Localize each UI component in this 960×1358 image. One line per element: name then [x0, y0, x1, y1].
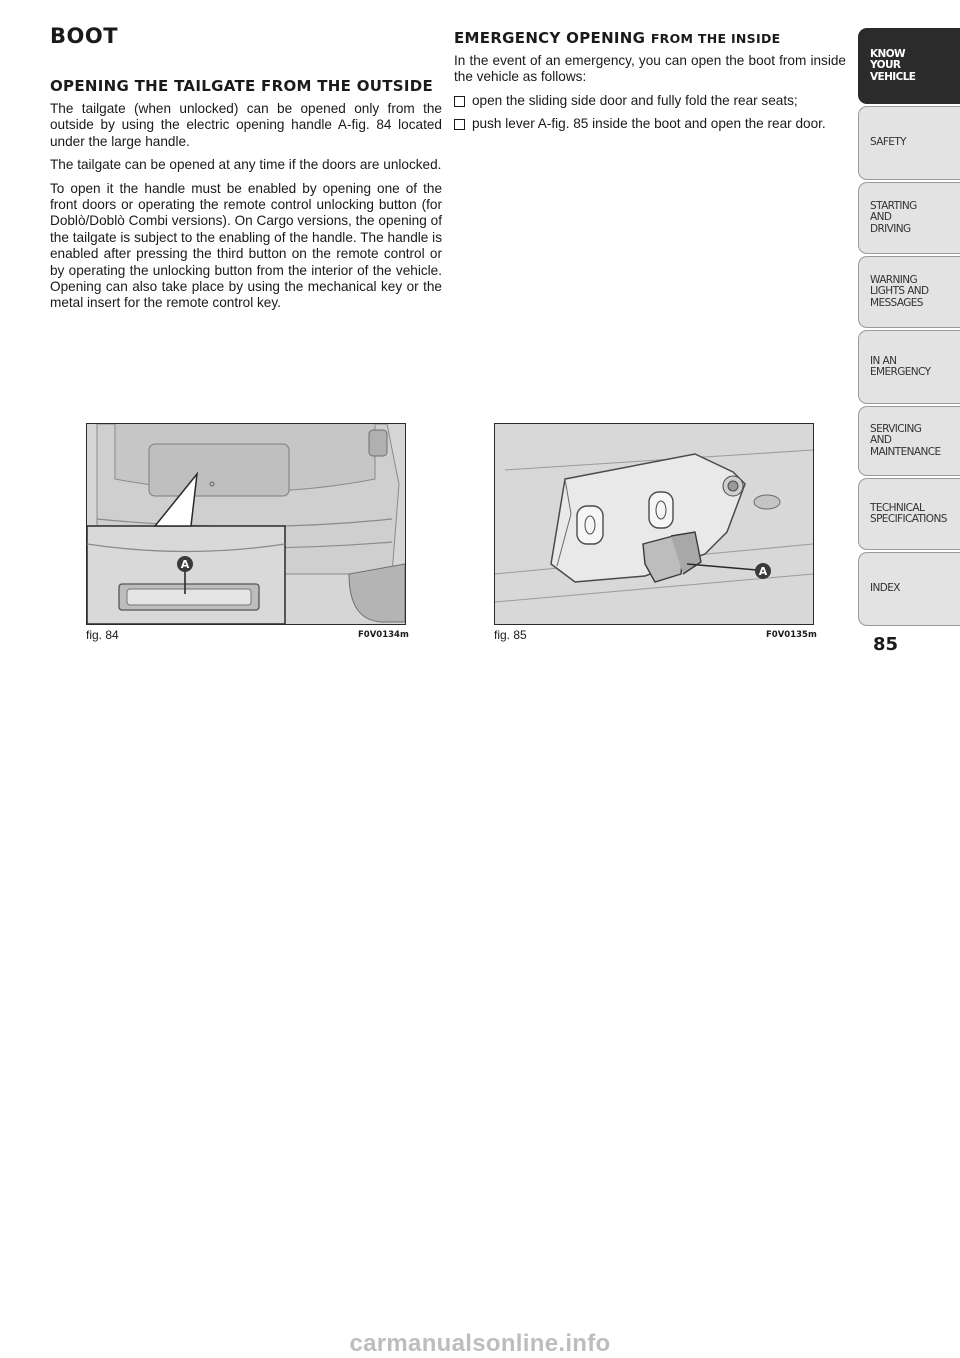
paragraph: To open it the handle must be enabled by opening one of the front doors or operating the remote control unlocking button (for Doblò/Doblò Combi versions). On Cargo versions, the opening of the tailgate is subject to the enabling of the handle. The handle is enabled after pressing the third button on the remote control or by operating the unlocking button from the interior of the vehicle. Opening can also take place by using the mechanical key or the metal insert for the remote control key. — [50, 180, 442, 311]
tab-servicing-and-maintenance[interactable]: SERVICING AND MAINTENANCE — [858, 406, 960, 476]
paragraph: In the event of an emergency, you can open the boot from inside the vehicle as follows: — [454, 53, 846, 85]
list-item-text: push lever A-fig. 85 inside the boot and open the rear door. — [472, 116, 826, 132]
tab-in-an-emergency[interactable]: IN AN EMERGENCY — [858, 330, 960, 404]
tab-technical-specifications[interactable]: TECHNICAL SPECIFICATIONS — [858, 478, 960, 550]
figure-85-image — [494, 423, 814, 625]
tab-warning-lights-and-messages[interactable]: WARNING LIGHTS AND MESSAGES — [858, 256, 960, 328]
tab-know-your-vehicle[interactable]: KNOW YOUR VEHICLE — [858, 28, 960, 104]
list-item — [454, 116, 846, 132]
paragraph: The tailgate (when unlocked) can be opened only from the outside by using the electric opening handle A-fig. 84 located under the large handle. — [50, 101, 442, 149]
section-title-sub: FROM THE INSIDE — [650, 31, 781, 46]
left-column — [50, 22, 442, 319]
boot-lock-illustration — [495, 424, 813, 624]
figure-84-caption: fig. 84 — [86, 628, 119, 642]
section-title-outside: OPENING THE TAILGATE FROM THE OUTSIDE — [50, 77, 434, 95]
page-number: 85 — [873, 634, 899, 655]
paragraph: The tailgate can be opened at any time if the doors are unlocked. — [50, 157, 442, 173]
section-title-main: EMERGENCY OPENING — [454, 29, 646, 47]
list-item-text: open the sliding side door and fully fold the rear seats; — [472, 92, 798, 108]
right-column — [454, 22, 846, 140]
tailgate-illustration — [87, 424, 405, 624]
figure-85-code: F0V0135m — [766, 630, 817, 640]
figure-84-image — [86, 423, 406, 625]
tab-starting-and-driving[interactable]: STARTING AND DRIVING — [858, 182, 960, 254]
marker-a-label: A — [180, 558, 190, 571]
checkbox-bullet-icon — [454, 96, 465, 107]
figure-84-code: F0V0134m — [358, 630, 409, 640]
marker-a-label: A — [758, 565, 768, 578]
tab-safety[interactable]: SAFETY — [858, 106, 960, 180]
section-title-emergency — [454, 30, 846, 47]
tab-index[interactable]: INDEX — [858, 552, 960, 626]
checkbox-bullet-icon — [454, 119, 465, 130]
page-title: BOOT — [50, 24, 119, 48]
list-item — [454, 93, 846, 109]
figure-85-caption: fig. 85 — [494, 628, 527, 642]
watermark: carmanualsonline.info — [349, 1330, 611, 1357]
